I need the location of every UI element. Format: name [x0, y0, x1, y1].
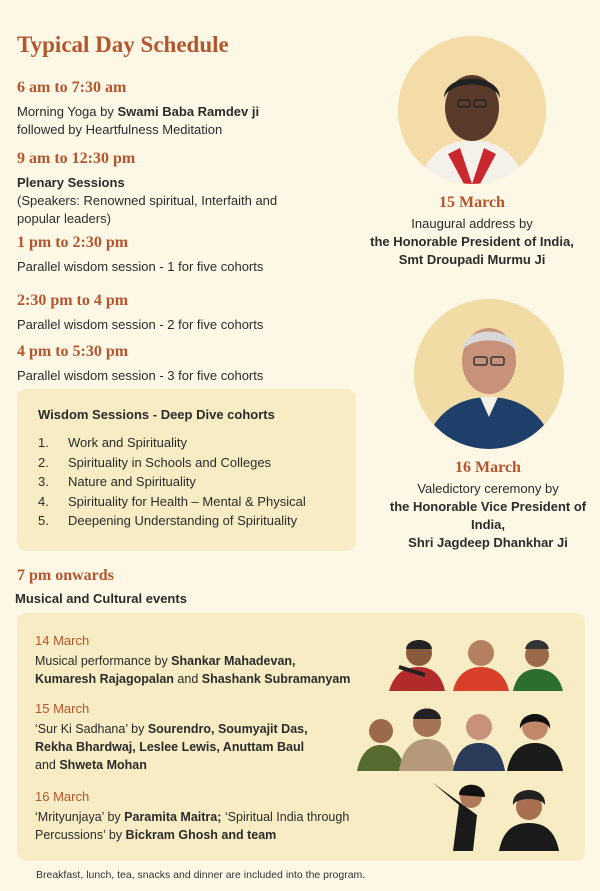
deep-dive-heading: Wisdom Sessions - Deep Dive cohorts	[38, 407, 275, 422]
vice-president-info	[382, 459, 594, 552]
deep-dive-panel	[17, 389, 356, 551]
event-day-15: 15 March ‘Sur Ki Sadhana’ by Sourendro, Soumyajit Das, Rekha Bhardwaj, Leslee Lewis, Anuttam Baul and Shweta Mohan	[35, 701, 308, 772]
schedule-slot-session-3	[17, 343, 317, 385]
dignitary-role: Inaugural address by	[411, 216, 533, 231]
dignitary-name: Smt Droupadi Murmu Ji	[398, 252, 546, 267]
list-item: 4. Spirituality for Health – Mental & Physical	[38, 493, 306, 509]
event-day-16: 16 March ‘Mrityunjaya’ by Paramita Maitra; ‘Spiritual India through Percussions’ by Bickram Ghosh and team	[35, 789, 350, 842]
slot-description: Plenary Sessions (Speakers: Renowned spiritual, Interfaith and popular leaders)	[17, 175, 278, 226]
slot-time: 2:30 pm to 4 pm	[17, 292, 129, 309]
schedule-slot-session-1	[17, 234, 317, 276]
slot-time: 4 pm to 5:30 pm	[17, 343, 129, 360]
performers-14-image	[385, 627, 569, 691]
footer-note: Breakfast, lunch, tea, snacks and dinner are included into the program.	[36, 869, 366, 881]
slot-description: Morning Yoga by Swami Baba Ramdev ji followed by Heartfulness Meditation	[17, 104, 260, 137]
slot-time: 6 am to 7:30 am	[17, 79, 127, 96]
schedule-slot-session-2	[17, 292, 317, 334]
vice-president-portrait	[414, 299, 564, 449]
event-date: 16 March	[35, 789, 90, 804]
event-day-14: 14 March Musical performance by Shankar Mahadevan, Kumaresh Rajagopalan and Shashank Subramanyam	[35, 633, 351, 686]
list-item: 1. Work and Spirituality	[38, 435, 187, 450]
performers-15-image	[355, 699, 567, 771]
dignitary-name: the Honorable President of India,	[370, 234, 574, 249]
slot-description: Parallel wisdom session - 3 for five cohorts	[17, 368, 264, 383]
list-item: 3. Nature and Spirituality	[38, 474, 196, 489]
slot-time: 1 pm to 2:30 pm	[17, 234, 129, 251]
schedule-slot-plenary	[17, 150, 317, 228]
list-item: 2. Spirituality in Schools and Colleges	[38, 454, 272, 470]
dignitary-name: Shri Jagdeep Dhankhar Ji	[408, 535, 568, 550]
performers-16-image	[429, 775, 569, 851]
list-item: 5. Deepening Understanding of Spirituality	[38, 513, 298, 528]
page-title: Typical Day Schedule	[17, 32, 229, 57]
slot-time: 9 am to 12:30 pm	[17, 150, 136, 167]
deep-dive-list	[38, 433, 336, 531]
evening-time: 7 pm onwards	[17, 567, 114, 584]
slot-description: Parallel wisdom session - 2 for five cohorts	[17, 317, 264, 332]
dignitary-name: the Honorable Vice President of India,	[389, 499, 587, 532]
president-info	[358, 194, 586, 269]
president-portrait	[398, 36, 546, 184]
event-date: 14 March	[35, 633, 90, 648]
dignitary-date: 16 March	[455, 459, 521, 476]
evening-subtitle: Musical and Cultural events	[15, 591, 187, 606]
events-panel	[17, 613, 585, 861]
dignitary-date: 15 March	[439, 194, 505, 211]
dignitary-role: Valedictory ceremony by	[417, 481, 559, 496]
slot-description: Parallel wisdom session - 1 for five cohorts	[17, 259, 264, 274]
schedule-slot-yoga	[17, 79, 317, 139]
event-date: 15 March	[35, 701, 90, 716]
